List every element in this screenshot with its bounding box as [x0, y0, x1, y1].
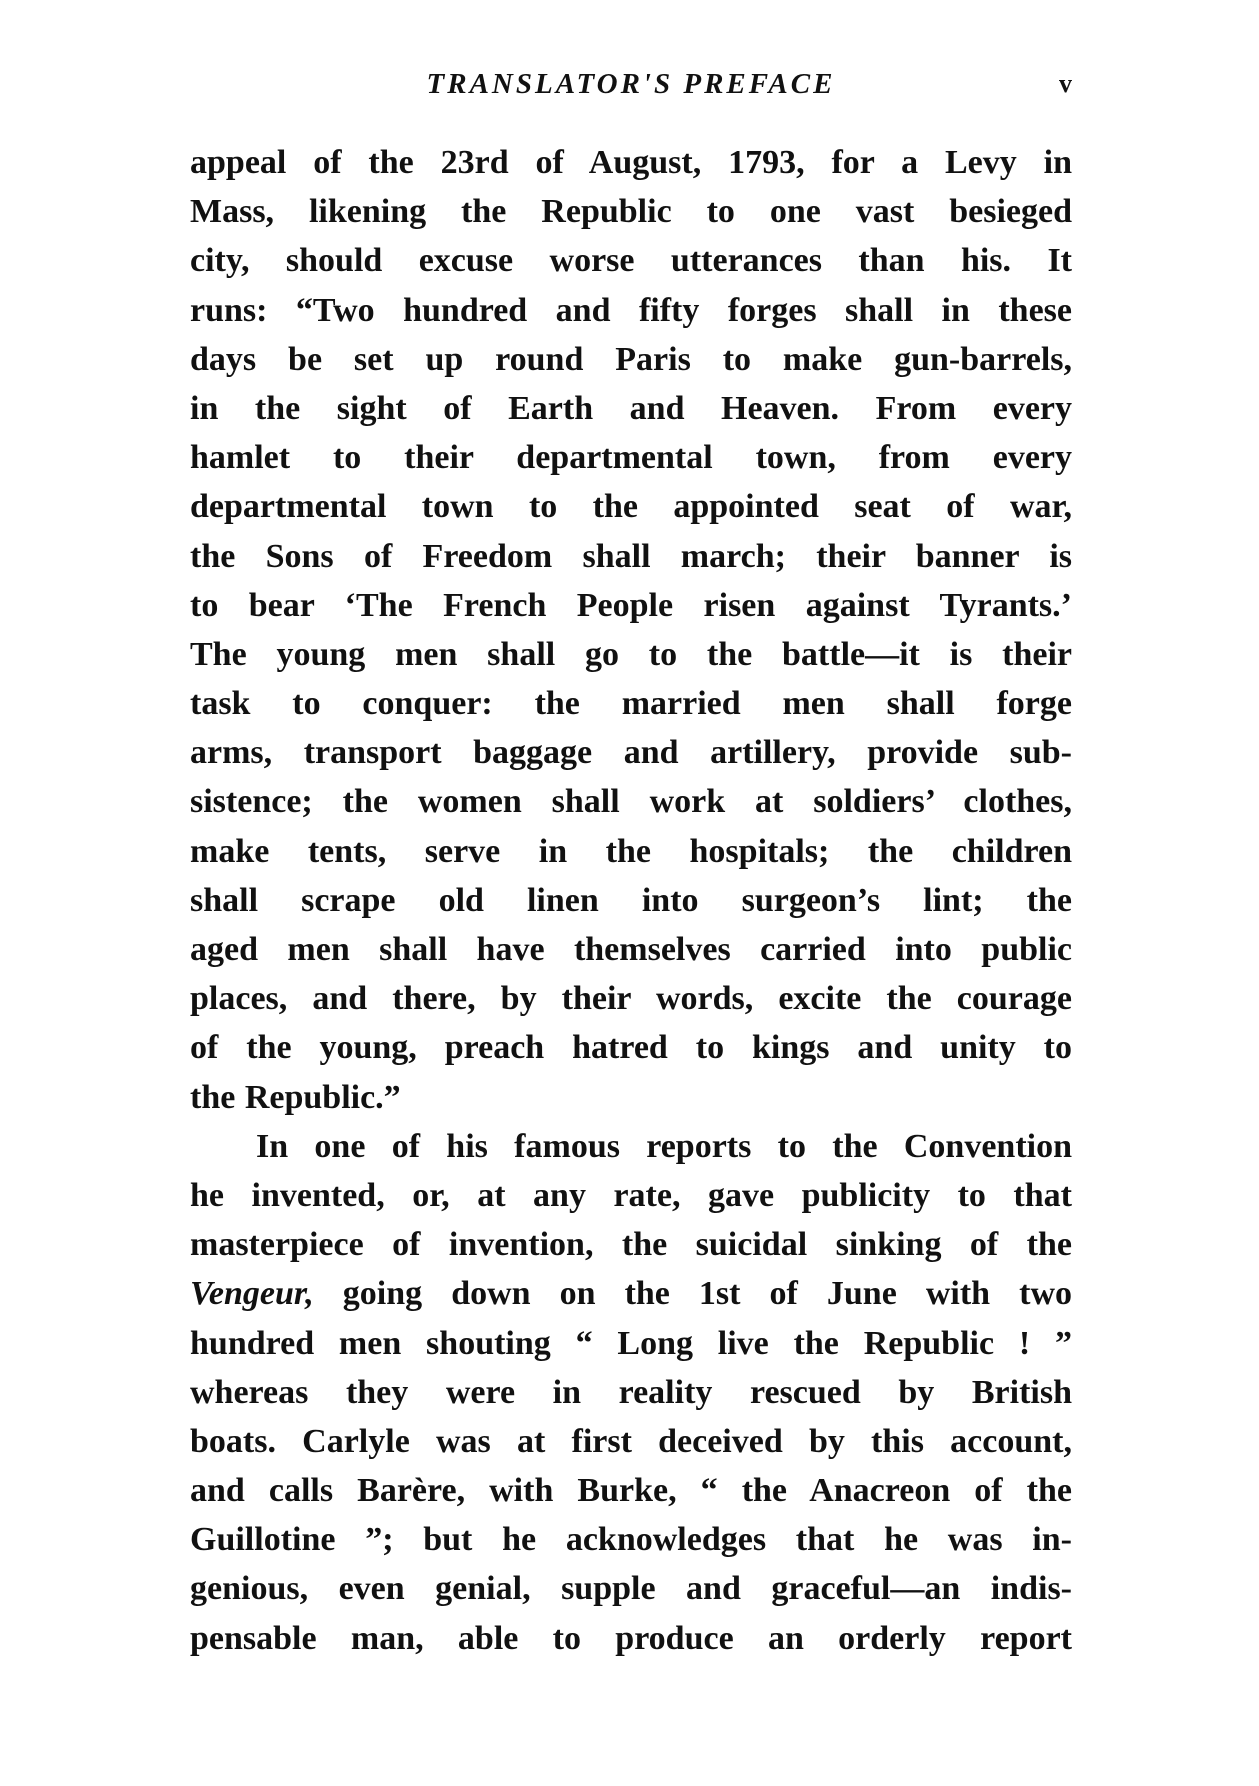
text-line: genious, even genial, supple and graceful—an indis- — [190, 1570, 1072, 1608]
text-line: hundred men shouting “ Long live the Republic ! ” — [190, 1324, 1072, 1362]
text-line: the Republic.” — [190, 1078, 401, 1116]
text-line: in the sight of Earth and Heaven. From every — [190, 389, 1072, 427]
text-line: city, should excuse worse utterances than his. It — [190, 242, 1072, 280]
running-title: TRANSLATOR'S PREFACE — [426, 68, 836, 100]
text-line: runs: “Two hundred and fifty forges shall in these — [190, 291, 1072, 329]
text-line: make tents, serve in the hospitals; the children — [190, 832, 1072, 870]
text-line: and calls Barère, with Burke, “ the Anacreon of the — [190, 1472, 1072, 1510]
running-head — [190, 62, 1072, 106]
body-text — [190, 138, 1072, 1663]
text-line: boats. Carlyle was at first deceived by this account, — [190, 1422, 1072, 1460]
paragraph-1 — [190, 138, 1072, 1122]
text-line: masterpiece of invention, the suicidal sinking of the — [190, 1226, 1072, 1264]
ship-name-italic: Vengeur, — [190, 1275, 314, 1313]
text-line: hamlet to their departmental town, from every — [190, 439, 1072, 477]
text-line: aged men shall have themselves carried into public — [190, 931, 1072, 968]
text-line: The young men shall go to the battle—it is their — [190, 635, 1072, 673]
text-line: shall scrape old linen into surgeon’s lint; the — [190, 881, 1072, 919]
text-line: Guillotine ”; but he acknowledges that he was in- — [190, 1521, 1072, 1559]
text-line: appeal of the 23rd of August, 1793, for a Levy in — [190, 144, 1072, 181]
text-line-rest: going down on the 1st of June with two — [313, 1275, 1072, 1313]
page-number: v — [1059, 69, 1072, 98]
text-line: task to conquer: the married men shall forge — [190, 685, 1072, 723]
text-line: he invented, or, at any rate, gave publicity to that — [190, 1176, 1072, 1214]
text-line: departmental town to the appointed seat of war, — [190, 488, 1072, 526]
text-line: days be set up round Paris to make gun-barrels, — [190, 340, 1072, 378]
text-line: the Sons of Freedom shall march; their banner is — [190, 537, 1072, 575]
text-line: In one of his famous reports to the Convention — [256, 1127, 1072, 1165]
text-line: of the young, preach hatred to kings and unity to — [190, 1029, 1072, 1067]
text-line: places, and there, by their words, excite the courage — [190, 980, 1072, 1018]
text-line: arms, transport baggage and artillery, provide sub- — [190, 734, 1072, 772]
text-line: Mass, likening the Republic to one vast besieged — [190, 193, 1072, 231]
text-line: whereas they were in reality rescued by British — [190, 1373, 1072, 1411]
text-line: sistence; the women shall work at soldiers’ clothes, — [190, 783, 1072, 821]
text-line: pensable man, able to produce an orderly report — [190, 1619, 1072, 1657]
paragraph-2 — [190, 1122, 1072, 1663]
text-line: to bear ‘The French People risen against Tyrants.’ — [190, 586, 1072, 624]
text-line — [190, 1269, 1072, 1318]
